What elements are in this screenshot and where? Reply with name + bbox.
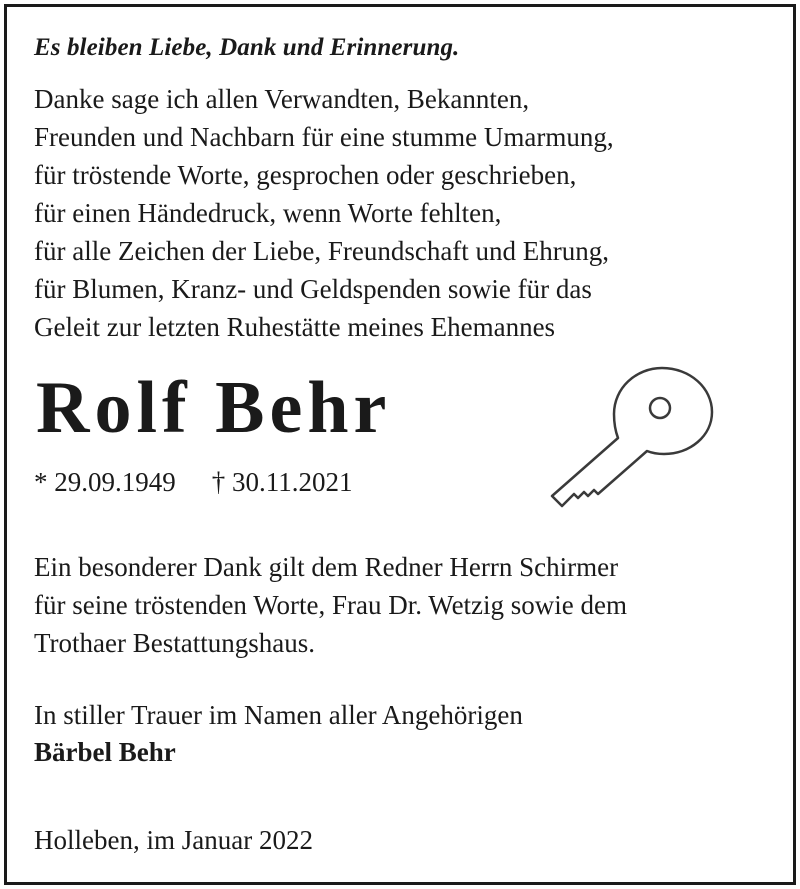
special-thanks-paragraph xyxy=(34,548,627,662)
life-dates xyxy=(34,464,353,500)
gratitude-paragraph xyxy=(34,80,614,346)
body-line: Danke sage ich allen Verwandten, Bekannten, xyxy=(34,84,530,114)
key-icon xyxy=(540,366,720,516)
thanks-line: Ein besonderer Dank gilt dem Redner Herrn Schirmer xyxy=(34,552,619,582)
body-line: für einen Händedruck, wenn Worte fehlten, xyxy=(34,198,502,228)
body-line: Geleit zur letzten Ruhestätte meines Ehemannes xyxy=(34,312,556,342)
thanks-line: Trothaer Bestattungshaus. xyxy=(34,628,315,658)
mourning-line: In stiller Trauer im Namen aller Angehörigen xyxy=(34,700,523,730)
body-line: Freunden und Nachbarn für eine stumme Umarmung, xyxy=(34,122,614,152)
body-line: für Blumen, Kranz- und Geldspenden sowie für das xyxy=(34,274,592,304)
death-date: † 30.11.2021 xyxy=(211,467,353,497)
birth-date: * 29.09.1949 xyxy=(34,467,176,497)
thanks-line: für seine tröstenden Worte, Frau Dr. Wetzig sowie dem xyxy=(34,590,628,620)
place-date: Holleben, im Januar 2022 xyxy=(34,825,313,855)
deceased-name: Rolf Behr xyxy=(36,367,392,449)
mourning-block xyxy=(34,697,523,771)
signer-name: Bärbel Behr xyxy=(34,737,176,767)
body-line: für alle Zeichen der Liebe, Freundschaft und Ehrung, xyxy=(34,236,610,266)
motto-heading: Es bleiben Liebe, Dank und Erinnerung. xyxy=(34,34,460,61)
body-line: für tröstende Worte, gesprochen oder geschrieben, xyxy=(34,160,577,190)
